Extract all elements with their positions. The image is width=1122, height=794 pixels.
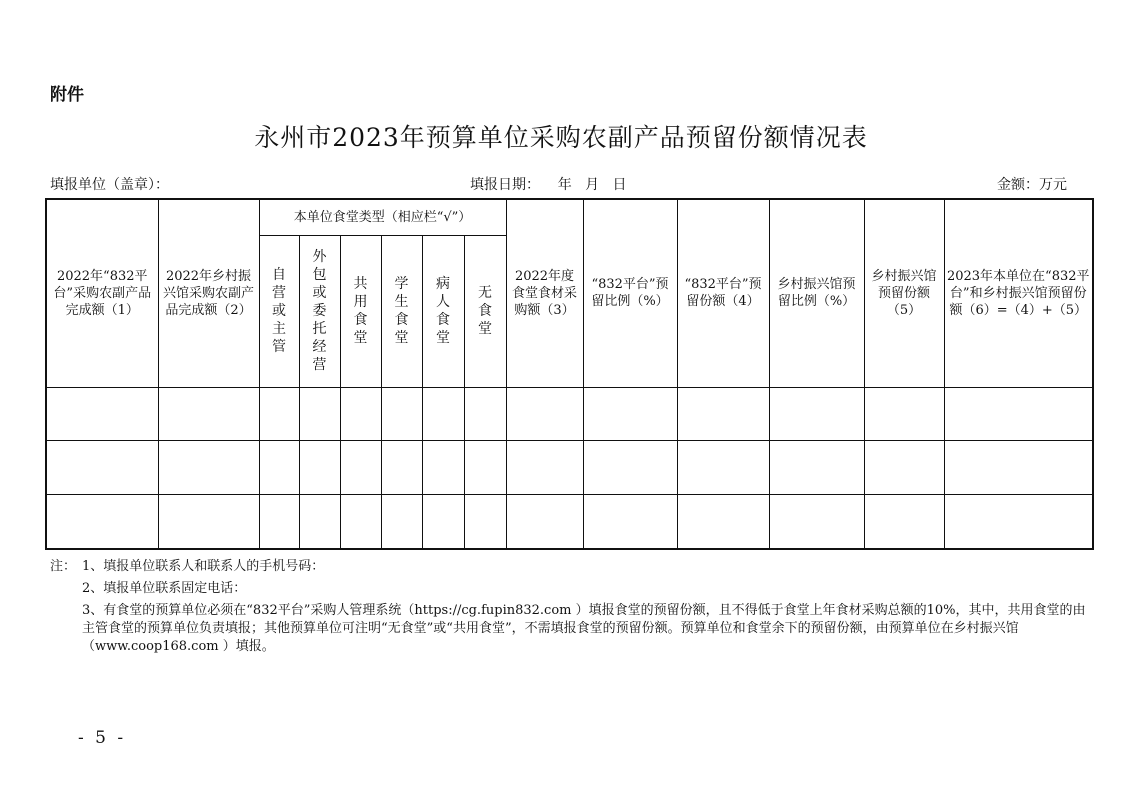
notes-section	[50, 558, 1095, 660]
table-cell[interactable]	[864, 387, 944, 440]
table-row	[46, 494, 1093, 549]
table-cell[interactable]	[944, 494, 1093, 549]
header-no-canteen: 无 食 堂	[464, 235, 506, 387]
table-cell[interactable]	[422, 494, 464, 549]
table-row	[46, 387, 1093, 440]
table-cell[interactable]	[422, 440, 464, 494]
header-outsourced: 外 包 或 委 托 经 营	[299, 235, 340, 387]
table-cell[interactable]	[46, 494, 158, 549]
table-cell[interactable]	[340, 494, 381, 549]
table-cell[interactable]	[299, 440, 340, 494]
table-cell[interactable]	[769, 440, 864, 494]
table-cell[interactable]	[299, 494, 340, 549]
table-cell[interactable]	[158, 387, 259, 440]
note-3-text: 3、有食堂的预算单位必须在“832平台”采购人管理系统（https://cg.fupin832.com ）填报食堂的预留份额，且不得低于食堂上年食材采购总额的10%，其中，共用食堂的由主管食堂的预算单位负责填报；其他预算单位可注明“无食堂”或“共用食堂”，不需填报食堂的预留份额。预算单位和食堂余下的预留份额，由预算单位在乡村振兴馆（www.coop168.com ）填报。	[82, 603, 1086, 654]
header-rural-ratio: 乡村振兴馆预留比例（%）	[769, 199, 864, 387]
table-cell[interactable]	[944, 440, 1093, 494]
table-cell[interactable]	[677, 494, 769, 549]
header-canteen-type: 本单位食堂类型（相应栏“√”）	[259, 199, 506, 235]
table-cell[interactable]	[944, 387, 1093, 440]
table-cell[interactable]	[464, 387, 506, 440]
table-cell[interactable]	[769, 494, 864, 549]
table-cell[interactable]	[506, 440, 583, 494]
table-cell[interactable]	[677, 387, 769, 440]
table-cell[interactable]	[299, 387, 340, 440]
note-1	[50, 558, 1095, 576]
header-832-ratio: “832平台”预留比例（%）	[583, 199, 677, 387]
table-cell[interactable]	[381, 440, 422, 494]
table-cell[interactable]	[583, 494, 677, 549]
note-2-text: 2、填报单位联系固定电话：	[82, 581, 247, 596]
note-3	[50, 602, 1095, 656]
header-rural-share: 乡村振兴馆预留份额（5）	[864, 199, 944, 387]
table-cell[interactable]	[259, 494, 299, 549]
table-cell[interactable]	[259, 387, 299, 440]
page-number: - 5 -	[78, 728, 127, 748]
table-cell[interactable]	[46, 440, 158, 494]
table-cell[interactable]	[464, 494, 506, 549]
table-cell[interactable]	[381, 494, 422, 549]
table-cell[interactable]	[583, 440, 677, 494]
table-cell[interactable]	[864, 494, 944, 549]
table-cell[interactable]	[158, 440, 259, 494]
table-cell[interactable]	[464, 440, 506, 494]
header-patient-canteen: 病 人 食 堂	[422, 235, 464, 387]
note-2	[50, 580, 1095, 598]
table-cell[interactable]	[583, 387, 677, 440]
table-cell[interactable]	[769, 387, 864, 440]
fill-date-label: 填报日期： 年 月 日	[470, 177, 627, 193]
header-canteen-purchase: 2022年度食堂食材采购额（3）	[506, 199, 583, 387]
fill-unit-label: 填报单位（盖章）：	[50, 177, 169, 193]
header-832-completed: 2022年“832平台”采购农副产品完成额（1）	[46, 199, 158, 387]
table-cell[interactable]	[422, 387, 464, 440]
note-prefix: 注：	[50, 559, 77, 574]
table-cell[interactable]	[864, 440, 944, 494]
note-1-text: 1、填报单位联系人和联系人的手机号码：	[82, 559, 325, 574]
amount-unit-label: 金额：万元	[997, 177, 1067, 193]
table-cell[interactable]	[677, 440, 769, 494]
header-self-operated: 自 营 或 主 管	[259, 235, 299, 387]
reservation-table	[45, 198, 1094, 550]
table-cell[interactable]	[340, 387, 381, 440]
header-rural-completed: 2022年乡村振兴馆采购农副产品完成额（2）	[158, 199, 259, 387]
header-shared-canteen: 共 用 食 堂	[340, 235, 381, 387]
table-cell[interactable]	[506, 494, 583, 549]
document-title: 永州市2023年预算单位采购农副产品预留份额情况表	[254, 123, 868, 152]
table-cell[interactable]	[506, 387, 583, 440]
attachment-label: 附件	[50, 85, 84, 105]
header-832-share: “832平台”预留份额（4）	[677, 199, 769, 387]
table-cell[interactable]	[381, 387, 422, 440]
header-2023-total: 2023年本单位在“832平台”和乡村振兴馆预留份额（6）=（4）+（5）	[944, 199, 1093, 387]
table-cell[interactable]	[259, 440, 299, 494]
table-cell[interactable]	[46, 387, 158, 440]
table-cell[interactable]	[158, 494, 259, 549]
table-row	[46, 440, 1093, 494]
header-student-canteen: 学 生 食 堂	[381, 235, 422, 387]
table-cell[interactable]	[340, 440, 381, 494]
